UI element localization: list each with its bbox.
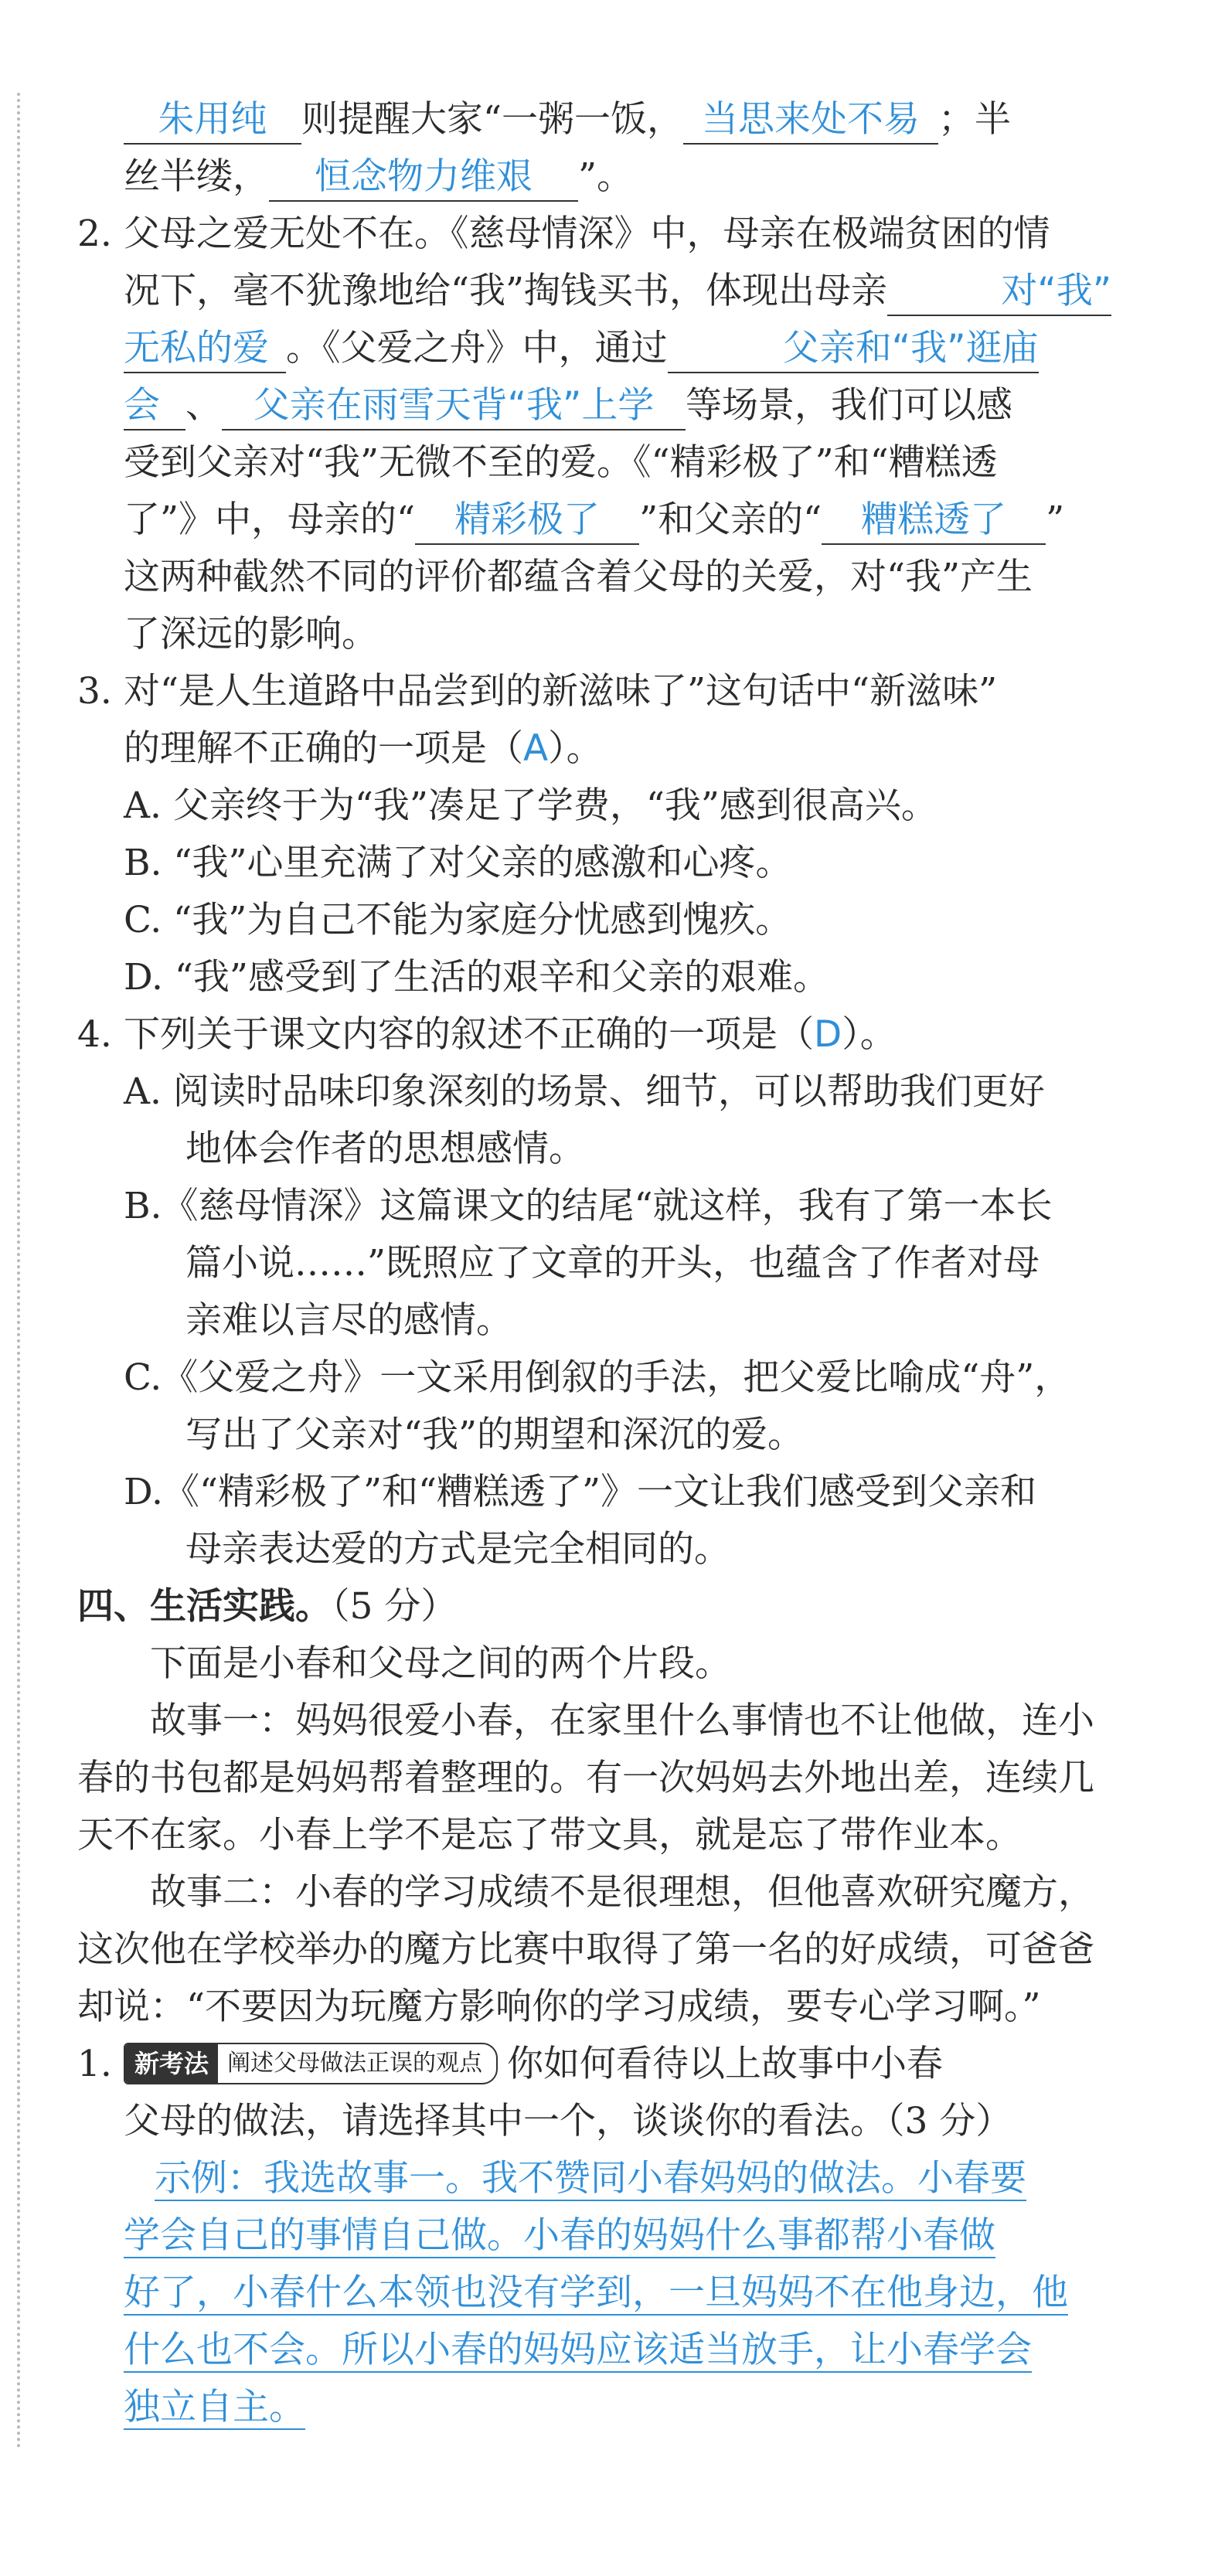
question-number: 3. [77, 670, 112, 713]
answer-blank: 父亲和“我”逛庙 [668, 325, 1039, 373]
option-b: B.《慈母情深》这篇课文的结尾“就这样，我有了第一本长 [124, 1185, 1053, 1227]
story-1-line: 天不在家。小春上学不是忘了带文具，就是忘了带作业本。 [77, 1814, 1022, 1856]
answer-blank: 对“我” [887, 268, 1111, 316]
option-a-cont: 地体会作者的思想感情。 [185, 1128, 585, 1170]
section-4 [77, 1578, 1094, 2436]
q1-cont-line2: 丝半缕， 恒念物力维艰 ”。 [77, 148, 1082, 206]
answer-blank: 当思来处不易 [683, 97, 938, 145]
option-a: A. 阅读时品味印象深刻的场景、细节，可以帮助我们更好 [124, 1070, 1045, 1113]
answer-blank: 精彩极了 [415, 497, 639, 545]
option-c: C.《父爱之舟》一文采用倒叙的手法，把父爱比喻成“舟”， [124, 1356, 1071, 1399]
section-intro: 下面是小春和父母之间的两个片段。 [150, 1642, 731, 1685]
choice-answer: D [814, 1013, 842, 1056]
question-number: 4. [77, 1013, 112, 1056]
answer-blank: 朱用纯 [124, 97, 301, 145]
section-heading: 四、生活实践。（5 分） [77, 1585, 458, 1628]
option-c-cont: 写出了父亲对“我”的期望和深沉的爱。 [185, 1414, 805, 1456]
option-a: A. 父亲终于为“我”凑足了学费，“我”感到很高兴。 [124, 784, 937, 827]
handwritten-answer: 什么也不会。所以小春的妈妈应该适当放手，让小春学会 [124, 2329, 1032, 2371]
option-d: D. “我”感受到了生活的艰辛和父亲的艰难。 [124, 956, 829, 999]
answer-blank: 恒念物力维艰 [269, 154, 578, 202]
option-d: D.《“精彩极了”和“糟糕透了”》一文让我们感受到父亲和 [124, 1471, 1037, 1513]
option-b: B. “我”心里充满了对父亲的感激和心疼。 [124, 842, 792, 884]
story-1-line: 故事一：妈妈很爱小春，在家里什么事情也不让他做，连小 [150, 1700, 1094, 1742]
handwritten-answer: 示例：我选故事一。我不赞同小春妈妈的做法。小春要 [155, 2157, 1026, 2200]
new-exam-badge: 新考法 阐述父母做法正误的观点 [124, 2043, 498, 2084]
margin-dotted-line [17, 93, 20, 2450]
handwritten-answer: 学会自己的事情自己做。小春的妈妈什么事都帮小春做 [124, 2214, 995, 2257]
question-number: 2. [77, 213, 112, 255]
answer-blank: 糟糕透了 [822, 497, 1046, 545]
handwritten-answer: 好了，小春什么本领也没有学到，一旦妈妈不在他身边，他 [124, 2271, 1068, 2314]
answer-blank: 会 [124, 383, 185, 430]
option-c: C. “我”为自己不能为家庭分忧感到愧疚。 [124, 899, 792, 941]
worksheet-page [77, 91, 1112, 2436]
answer-blank: 父亲在雨雪天背“我”上学 [222, 383, 686, 430]
question-number: 1. [77, 2043, 112, 2085]
story-2-line: 却说：“不要因为玩魔方影响你的学习成绩，要专心学习啊。” [77, 1986, 1041, 2028]
question-4: 4. 下列关于课文内容的叙述不正确的一项是（D）。 A. 阅读时品味印象深刻的场景、细节，可以帮助我们更好 地体会作者的思想感情。 B.《慈母情深》这篇课文的结尾“就这样，我有了第一本长 篇小说……”既照应了文章的开头，也蕴含了作者对母 亲难以言尽的感情。 C.《父爱之舟》一文采用倒叙的手法，把父爱比喻成“舟”， 写出了父亲对“我”的期望和深沉的爱。 D.《“精彩极了”和“糟糕透了”》一文让我们感受到父亲和 母亲表达爱的方式是完全相同的。 [77, 1006, 1082, 1578]
story-1-line: 春的书包都是妈妈帮着整理的。有一次妈妈去外地出差，连续几 [77, 1757, 1094, 1799]
handwritten-answer: 独立自主。 [124, 2386, 305, 2428]
story-2-line: 故事二：小春的学习成绩不是很理想，但他喜欢研究魔方， [150, 1871, 1094, 1914]
choice-answer: A [523, 727, 549, 770]
q1-cont-line1: 朱用纯 则提醒大家“一粥一饭， 当思来处不易 ；半 [77, 91, 1082, 148]
answer-blank: 无私的爱 [124, 325, 286, 373]
section4-question-1: 1. 新考法 阐述父母做法正误的观点 你如何看待以上故事中小春 父母的做法，请选择其中一个，谈谈你的看法。（3 分） 示例：我选故事一。我不赞同小春妈妈的做法。小春要 学会自己的事情自己做。小春的妈妈什么事都帮小春做 好了，小春什么本领也没有学到，一旦妈妈不在他身边，他 什么也不会。所以小春的妈妈应该适当放手，让小春学会 独立自主。 [77, 2036, 1082, 2436]
option-b-cont: 篇小说……”既照应了文章的开头，也蕴含了作者对母 [185, 1242, 1040, 1285]
story-2-line: 这次他在学校举办的魔方比赛中取得了第一名的好成绩，可爸爸 [77, 1928, 1094, 1971]
option-d-cont: 母亲表达爱的方式是完全相同的。 [185, 1528, 730, 1570]
question-3: 3. 对“是人生道路中品尝到的新滋味了”这句话中“新滋味” 的理解不正确的一项是（A）。 A. 父亲终于为“我”凑足了学费，“我”感到很高兴。 B. “我”心里充满了对父亲的感激和心疼。 C. “我”为自己不能为家庭分忧感到愧疚。 D. “我”感受到了生活的艰辛和父亲的艰难。 [77, 663, 1082, 1006]
option-b-cont: 亲难以言尽的感情。 [185, 1299, 512, 1342]
question-2: 2. 父母之爱无处不在。《慈母情深》中，母亲在极端贫困的情 况下，毫不犹豫地给“我”掏钱买书，体现出母亲 对“我” 无私的爱 。《父爱之舟》中，通过 父亲和“我”逛庙 会 、 父亲在雨雪天背“我”上学 等场景，我们可以感 受到父亲对“我”无微不至的爱。《“精彩极了”和“糟糕透 了”》中，母亲的“ 精彩极了 ”和父亲的“ 糟糕透了 ” 这两种截然不同的评价都蕴含着父母的关爱，对“我”产生 了深远的影响。 [77, 206, 1082, 663]
